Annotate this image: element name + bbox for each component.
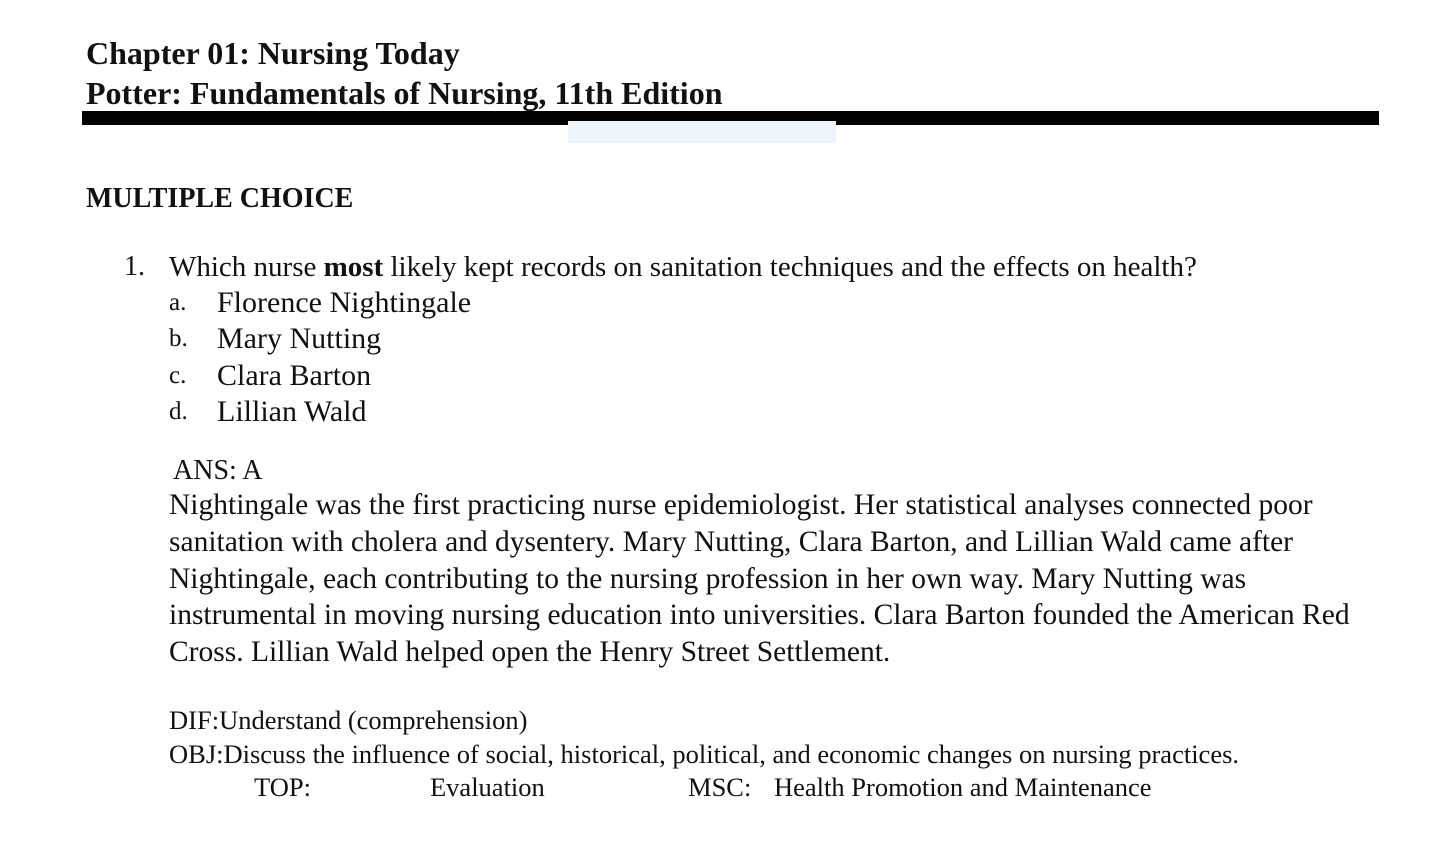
chapter-title: Chapter 01: Nursing Today — [86, 35, 460, 71]
difficulty-line: DIF:Understand (comprehension) — [169, 705, 528, 735]
question-stem-start: Which nurse — [169, 251, 324, 283]
option-a-text: Florence Nightingale — [217, 286, 472, 319]
option-c-letter: c. — [169, 362, 187, 389]
option-a-letter: a. — [169, 289, 187, 316]
option-d-letter: d. — [169, 398, 188, 425]
question-stem-emphasis: most — [323, 251, 384, 283]
msc-value: Health Promotion and Maintenance — [774, 772, 1152, 802]
answer-rationale: Nightingale was the first practicing nurse epidemiologist. Her statistical analyses connected poor sanitation with cholera and dysentery. Mary Nutting, Clara Barton, and Lillian Wald came after Nightingale, each contributing to the nursing profession in her own way. Mary Nutting was instrumental in moving nursing education into universities. Clara Barton founded the American Red Cross. Lillian Wald helped open the Henry Street Settlement. — [169, 489, 1350, 669]
faint-watermark — [568, 121, 836, 143]
msc-label: MSC: — [688, 772, 752, 802]
question-stem — [169, 249, 1197, 285]
question-number: 1. — [124, 251, 145, 282]
option-b-text: Mary Nutting — [217, 322, 382, 355]
answer-key: ANS: A — [173, 455, 263, 486]
topic-value: Evaluation — [430, 772, 545, 802]
topic-label: TOP: — [254, 772, 311, 802]
option-c-text: Clara Barton — [217, 359, 372, 392]
option-b-letter: b. — [169, 325, 188, 352]
book-title: Potter: Fundamentals of Nursing, 11th Edition — [86, 75, 723, 111]
objective-line: OBJ:Discuss the influence of social, historical, political, and economic changes on nursing practices. — [169, 739, 1240, 769]
section-heading: MULTIPLE CHOICE — [86, 183, 354, 214]
option-d-text: Lillian Wald — [217, 395, 367, 428]
question-stem-end: likely kept records on sanitation techniques and the effects on health? — [383, 251, 1197, 283]
